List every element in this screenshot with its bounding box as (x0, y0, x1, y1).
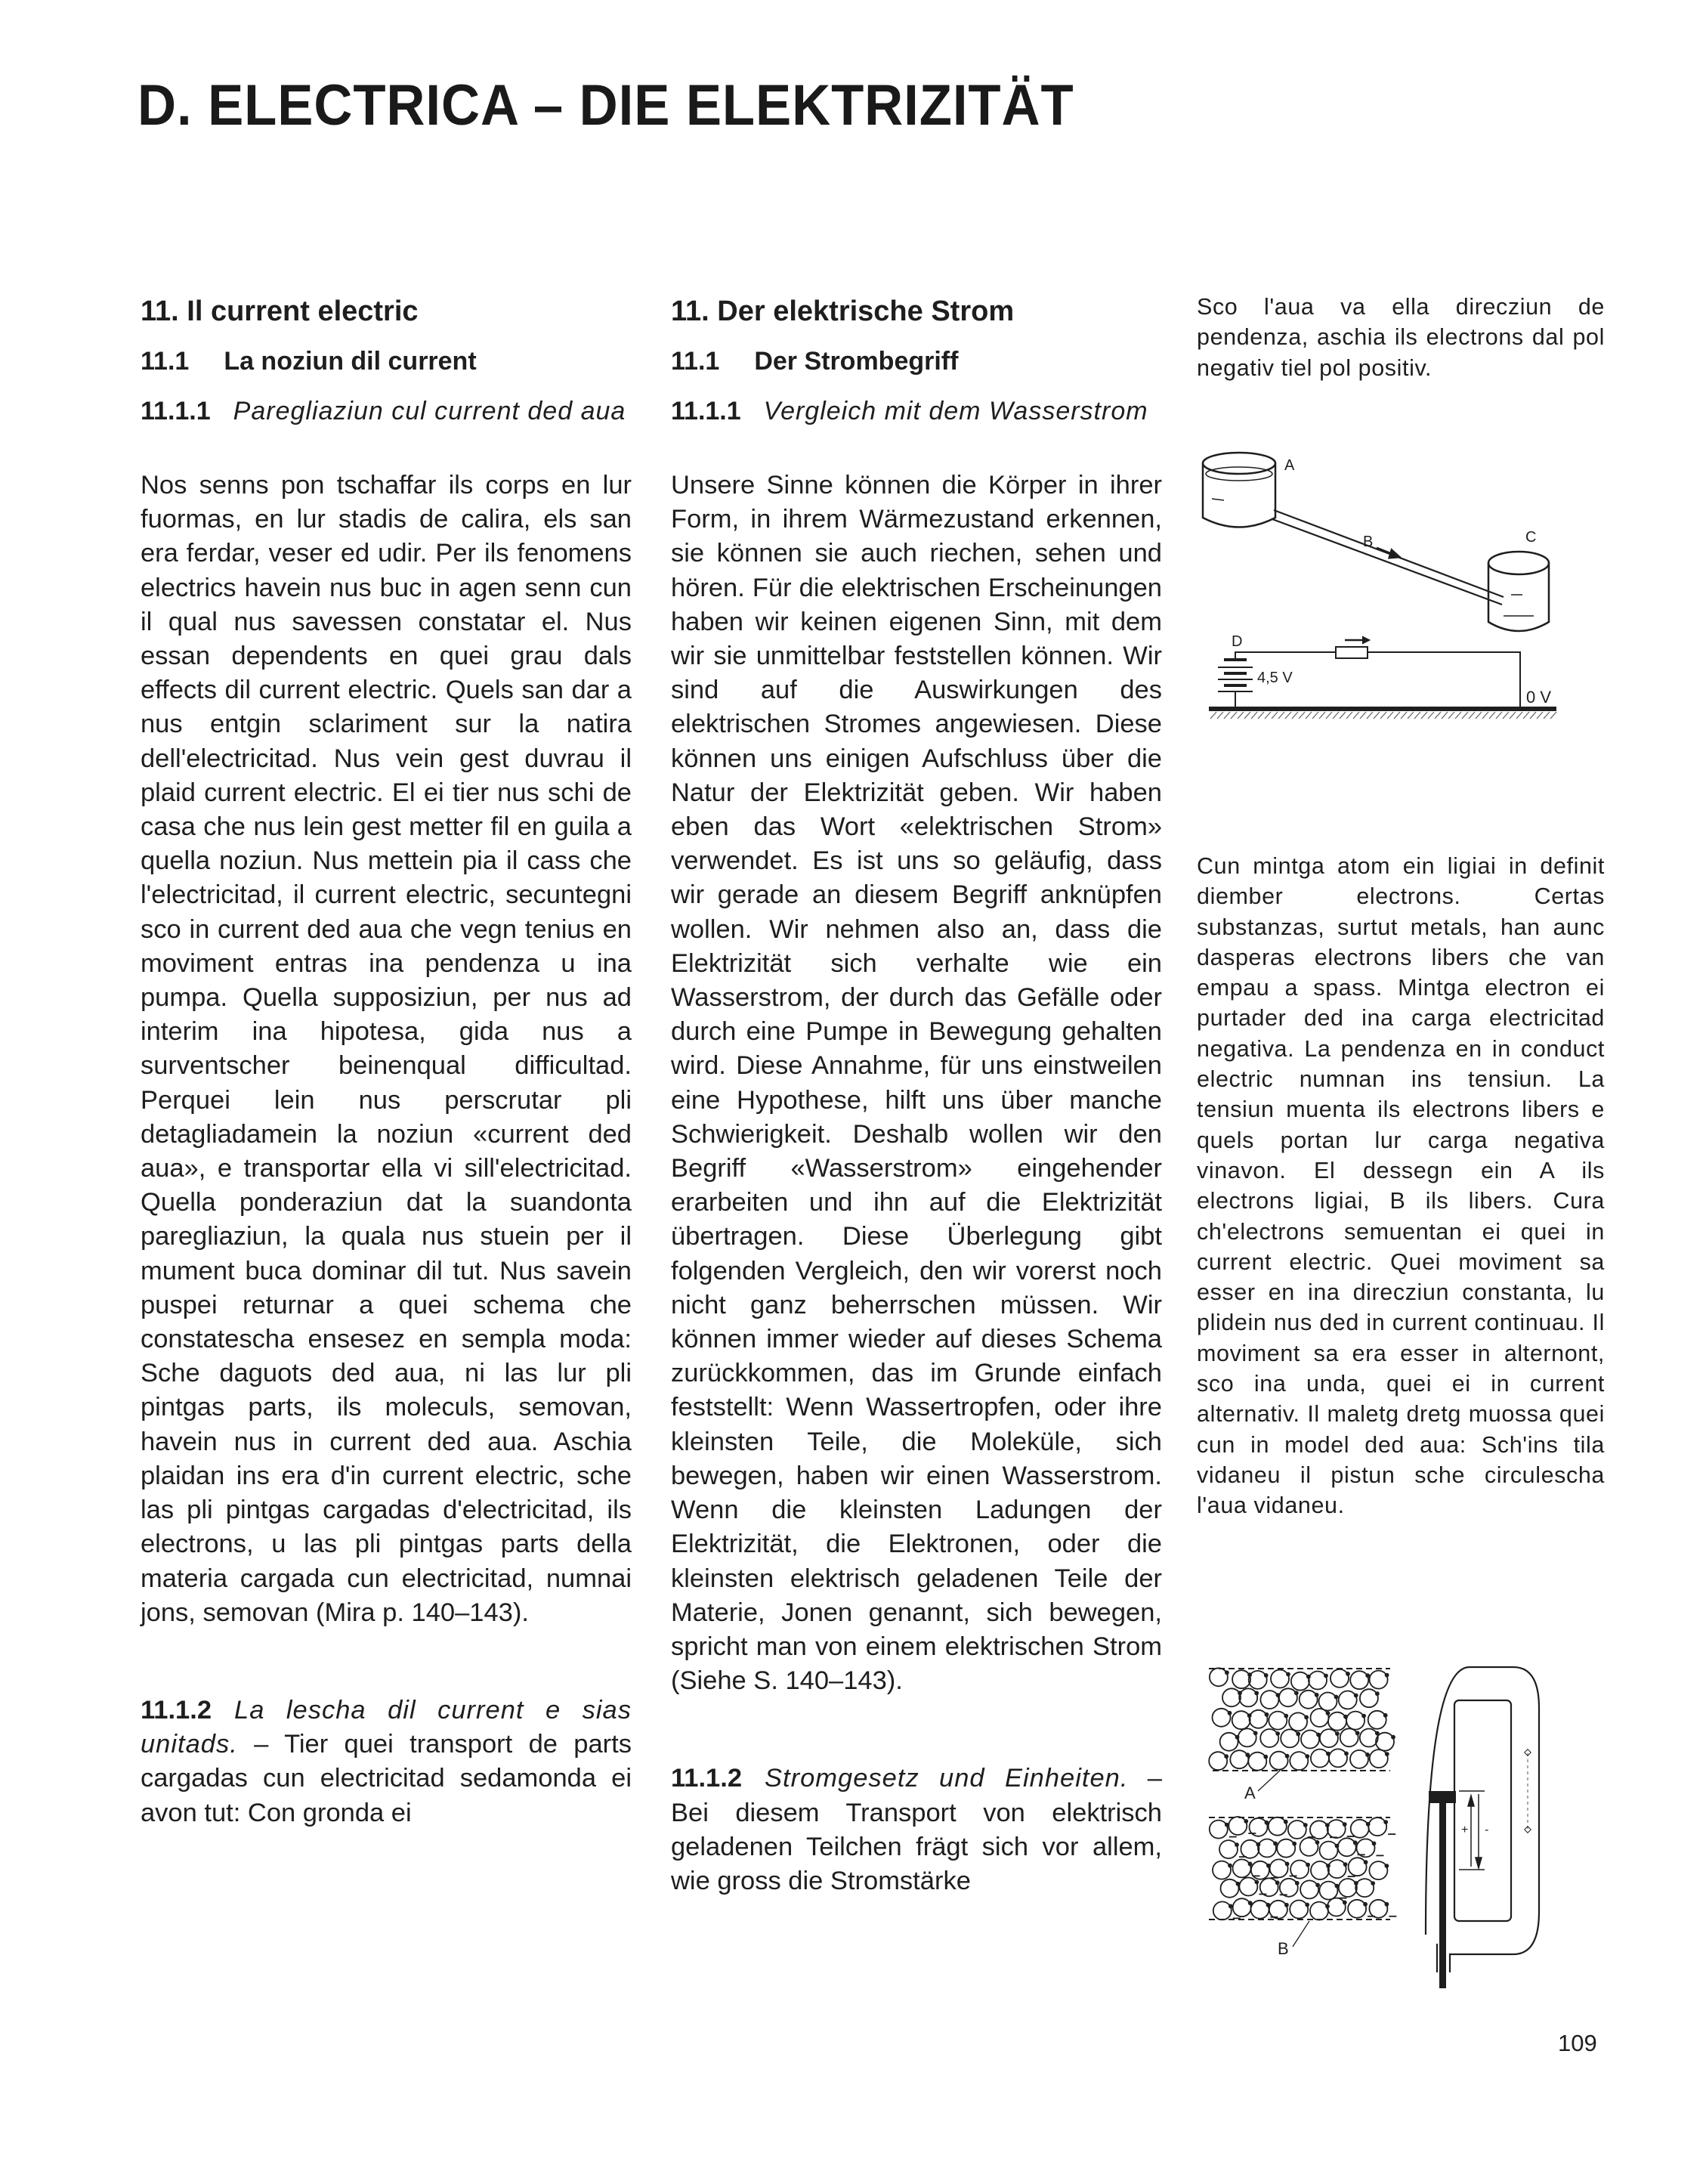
atom-circle (1290, 1752, 1308, 1770)
electron-dot (1229, 1904, 1232, 1907)
atom-circle (1360, 1689, 1378, 1707)
ground-hatch-line (1292, 712, 1298, 719)
atom-circle (1311, 1749, 1329, 1768)
caption-water-analogy: Sco l'aua va ella direcziun de pendenza, aschia ils electrons dal pol negativ tiel pol positiv. (1197, 294, 1605, 381)
ground-icon (1209, 707, 1556, 719)
atom-circle (1229, 1817, 1247, 1835)
ground-hatch-line (1414, 712, 1420, 719)
atom-circle (1249, 1671, 1267, 1689)
romansh-chapter-heading: 11. Il current electric (141, 295, 419, 327)
ground-hatch-line (1251, 712, 1257, 719)
atom-circle (1370, 1671, 1388, 1689)
electron-dot (1362, 1715, 1365, 1718)
atom-circle (1241, 1840, 1259, 1858)
pipe-b (1272, 510, 1504, 605)
electron-dot (1235, 1843, 1238, 1846)
ground-hatch-line (1340, 712, 1346, 719)
atom-circle (1233, 1898, 1251, 1916)
electron-dot (1384, 1821, 1387, 1824)
electron-dot (1249, 1901, 1252, 1904)
subsection-title: Stromgesetz und Einheiten. (765, 1764, 1129, 1793)
electron-dot (1255, 1691, 1258, 1694)
ground-hatch-line (1346, 712, 1352, 719)
atom-circle (1213, 1709, 1231, 1727)
electron-dot (1286, 1862, 1289, 1865)
electron-dot (1254, 1731, 1257, 1734)
romansh-section-heading (141, 345, 632, 378)
electron-dot (1276, 1881, 1279, 1884)
electron-dot (1306, 1864, 1309, 1867)
atom-circle (1209, 1752, 1227, 1770)
ground-hatch-line (1306, 712, 1312, 719)
german-column (671, 293, 1162, 1898)
electron-dot (1296, 1882, 1299, 1885)
ground-hatch-line (1258, 712, 1264, 719)
electron-dot (1306, 1904, 1309, 1907)
atom-circle (1310, 1821, 1328, 1839)
electron-dot (1324, 1675, 1327, 1678)
electron-dot (1392, 1736, 1395, 1739)
atom-circle (1349, 1858, 1367, 1876)
atom-circle (1213, 1861, 1231, 1879)
atom-circle (1289, 1712, 1307, 1731)
ground-hatch-line (1394, 712, 1400, 719)
atom-circle (1271, 1670, 1289, 1688)
atom-circle (1270, 1752, 1288, 1770)
atom-circle (1311, 1861, 1329, 1879)
atom-circle (1248, 1752, 1266, 1771)
electron-dot (1265, 1674, 1268, 1677)
atom-circle (1301, 1731, 1319, 1749)
atom-circle (1369, 1900, 1387, 1918)
electron-dot (1317, 1734, 1320, 1737)
minus-sign: - (1485, 1824, 1489, 1836)
ground-hatch-line (1428, 712, 1434, 719)
lattice-free-electrons (1210, 1817, 1397, 1920)
atom-circle (1319, 1693, 1337, 1711)
ground-hatch-line (1435, 712, 1441, 719)
atom-circle (1369, 1861, 1387, 1879)
atom-circle (1339, 1691, 1357, 1709)
atom-circle (1221, 1879, 1239, 1898)
subsection-title: Paregliaziun cul current ded aua (233, 397, 626, 425)
german-chapter-heading: 11. Der elektrische Strom (671, 295, 1015, 327)
atom-circle (1220, 1733, 1238, 1751)
atom-circle (1239, 1688, 1257, 1706)
electron-dot (1293, 1842, 1296, 1845)
electron-dot (1285, 1904, 1288, 1907)
atom-circle (1320, 1842, 1338, 1860)
electron-dot (1304, 1824, 1307, 1827)
ground-hatch-line (1285, 712, 1291, 719)
electron-dot (1366, 1753, 1369, 1756)
atom-circle (1281, 1729, 1299, 1747)
ground-hatch-line (1537, 712, 1543, 719)
atom-circle (1319, 1882, 1337, 1900)
atom-circle (1330, 1669, 1349, 1687)
german-subsection-2 (671, 1762, 1162, 1898)
subsection-text: – Tier quei transport de parts cargadas cun electricitad sedamonda ei avon tut: Con gronda ei (141, 1730, 632, 1827)
ground-hatch-line (1544, 712, 1550, 719)
atom-circle (1250, 1818, 1268, 1836)
ground-hatch-line (1238, 712, 1244, 719)
atom-circle (1350, 1671, 1368, 1689)
romansh-subsection-2 (141, 1694, 632, 1830)
electron-dot (1266, 1821, 1269, 1824)
electron-dot (1344, 1863, 1347, 1866)
ground-hatch-line (1353, 712, 1359, 719)
atom-circle (1328, 1712, 1346, 1731)
ground-hatch-line (1312, 712, 1318, 719)
atom-circle (1311, 1709, 1329, 1727)
ground-hatch-line (1442, 712, 1448, 719)
atom-circle (1233, 1859, 1251, 1877)
atom-circle (1288, 1821, 1306, 1839)
subsection-number: 11.1.2 (671, 1764, 743, 1793)
atom-circle (1280, 1879, 1298, 1897)
ground-hatch-line (1462, 712, 1468, 719)
electron-dot (1287, 1673, 1290, 1676)
atom-circle (1368, 1711, 1386, 1729)
label-b: B (1363, 534, 1374, 550)
atom-circle (1270, 1859, 1288, 1877)
electron-dot (1225, 1755, 1228, 1758)
section-number: 11.1 (141, 347, 190, 376)
german-body-paragraph: Unsere Sinne können die Körper in ihrer Form, in ihrem Wärmezustand erkennen, sie können sie auch riechen, sehen und hören. Für die elektrischen Erscheinungen haben wir keinen eigenen Sinn, mit dem wir sie unmittelbar feststellen können. Wir sind auf die Auswirkungen des elektrischen Stromes angewiesen. Diese können uns einigen Aufschluss über die Natur der Elektrizität geben. Wir haben eben das Wort «elektrischen Strom» verwendet. Es ist uns so geläufig, dass wir gerade an diesem Begriff anknüpfen wollen. Wir nehmen also an, dass die Elektrizität sich verhalte wie ein Wasserstrom, der durch das Gefälle oder durch eine Pumpe in Bewegung gehalten wird. Diese Annahme, für uns einstweilen eine Hypothese, hilft uns über manche Schwierigkeit. Deshalb wollen wir den Begriff «Wasserstrom» eingehender erarbeiten und ihn auf die Elektrizität übertragen. Diese Überlegung gibt folgenden Vergleich, den wir vorerst noch nicht ganz beherrschen müssen. Wir können immer wieder auf dieses Schema zurückkommen, das im Grunde einfach feststellt: Wenn Wassertropfen, oder ihre kleinsten Teile, die Moleküle, sich bewegen, haben wir einen Wasserstrom. Wenn die kleinsten Ladungen der Elektrizität, die Elektronen, oder die kleinsten elektrisch geladenen Teile der Materie, Jonen genannt, sich bewegen, spricht man von einem elektrischen Strom (Siehe S. 140–143). (671, 471, 1162, 1696)
subsection-text: – Bei diesem Transport von elektrisch geladenen Teilchen frägt sich vor allem, wie gross die Stromstärke (671, 1764, 1162, 1895)
ground-hatch-line (1489, 712, 1495, 719)
atom-circle (1340, 1728, 1358, 1746)
piston-head (1429, 1791, 1456, 1803)
atom-circle (1210, 1821, 1228, 1839)
electron-dot (1284, 1821, 1287, 1824)
electron-dot (1356, 1731, 1359, 1734)
ground-hatch-line (1210, 712, 1216, 719)
romansh-body-paragraph: Nos senns pon tschaffar ils corps en lur fuormas, en lur stadis de calira, els san era ferdar, veser ed udir. Per ils fenomens electrics havein nus buc in agen senn cun il qual nus savessen constatar el. Nus essan dependents en quei grau dals effects dil current electric. Quels san dar a nus entgin sclariment sur la natira dell'electricitad. Nus vein gest duvrau il plaid current electric. El ei tier nus schi de casa che nus lein gest metter fil en guila a quella noziun. Nus mettein pia il cass che l'electricitad, il current electric, secuntegni sco in current ded aua che vegn tenius en moviment entras ina pendenza u ina pumpa. Quella supposiziun, per nus ad interim ina hipotesa, gida nus a surventscher beinenqual difficultad. Perquei lein nus perscrutar pli detagliadamein la noziun «current ded aua», e transportar ella vi sill'electricitad. Quella ponderaziun dat la suandonta paregliaziun, la quala nus stuein per il mument buca dominar dil tut. Nus savein puspei returnar a quei schema che constatescha ensesez en sempla moda: Sche daguots ded aua, ni las lur pli pintgas parts, ils moleculs, semovan, havein nus in current ded aua. Aschia plaidan ins era d'in current electric, sche las pli pintgas cargadas d'electricitad, ils electrons, u las pli pintgas parts della materia cargada cun electricitad, numnai jons, semovan (Mira p. 140–143). (141, 471, 632, 1627)
electron-dot (1364, 1903, 1367, 1906)
atom-circle (1309, 1672, 1327, 1690)
electron-dot (1364, 1861, 1368, 1864)
ground-hatch-line (1224, 712, 1230, 719)
electron-dot (1384, 1714, 1387, 1717)
electron-dot (1305, 1715, 1308, 1718)
ground-voltage-label: 0 V (1526, 688, 1552, 707)
atom-circle (1239, 1878, 1257, 1896)
subsection-title: La lescha dil current e sias unitads. (141, 1695, 632, 1759)
atom-circle (1269, 1817, 1287, 1836)
subsection-number: 11.1.1 (141, 397, 211, 425)
piston-rod (1439, 1803, 1446, 1988)
electron-dot (1229, 1712, 1232, 1715)
ground-hatch-line (1530, 712, 1536, 719)
label-a: A (1244, 1783, 1256, 1802)
atom-circle (1329, 1749, 1347, 1767)
electron-dot (1296, 1732, 1300, 1735)
electron-dot (1354, 1841, 1357, 1844)
label-c: C (1525, 529, 1537, 546)
atom-circle (1300, 1880, 1318, 1898)
atom-circle (1339, 1879, 1357, 1897)
atom-circle (1258, 1839, 1276, 1858)
page-title: D. ELECTRICA – DIE ELEKTRIZITÄT (138, 73, 1074, 138)
ground-hatch-line (1326, 712, 1332, 719)
atom-circle (1328, 1860, 1346, 1878)
atom-circle (1251, 1861, 1269, 1879)
atom-circle (1290, 1901, 1308, 1919)
electron-dot (1246, 1753, 1249, 1756)
romansh-subsection-heading (141, 393, 632, 429)
ground-hatch-line (1387, 712, 1393, 719)
electron-dot (1386, 1752, 1389, 1756)
electron-dot (1286, 1755, 1289, 1758)
electron-dot (1366, 1674, 1369, 1677)
figure-water-tanks-circuit (1201, 435, 1624, 737)
electron-dot (1316, 1841, 1319, 1844)
ground-hatch-line (1231, 712, 1237, 719)
atom-circle (1360, 1729, 1378, 1747)
electron-dot (1376, 1692, 1379, 1695)
atom-circle (1232, 1670, 1250, 1688)
electron-dot (1264, 1756, 1267, 1759)
atom-circle (1238, 1728, 1256, 1746)
electron-dot (1386, 1674, 1389, 1677)
atom-circle (1260, 1691, 1278, 1709)
atom-circle (1300, 1691, 1318, 1709)
ground-hatch-line (1408, 712, 1414, 719)
plus-sign: + (1461, 1824, 1469, 1836)
electron-dot (1355, 1694, 1358, 1697)
ground-hatch-line (1272, 712, 1278, 719)
atom-circle (1277, 1839, 1295, 1858)
atom-circle (1355, 1879, 1374, 1897)
electron-dot (1274, 1842, 1277, 1845)
ground-hatch-line (1448, 712, 1454, 719)
atom-circle (1219, 1840, 1238, 1858)
electron-dot (1225, 1671, 1229, 1674)
ground-hatch-line (1510, 712, 1516, 719)
atom-circle (1327, 1898, 1346, 1916)
atom-circle (1279, 1688, 1297, 1706)
atom-circle (1291, 1672, 1309, 1691)
electron-dot (1343, 1901, 1346, 1904)
atom-circle (1338, 1838, 1356, 1856)
ground-hatch-line (1496, 712, 1502, 719)
section-title: La noziun dil current (224, 347, 477, 376)
electron-dot (1335, 1696, 1338, 1699)
atom-circle (1210, 1668, 1228, 1686)
electron-dot (1244, 1820, 1247, 1823)
section-title: Der Strombegriff (754, 347, 959, 376)
lattice-bound-electrons (1209, 1668, 1395, 1770)
atom-circle (1230, 1750, 1248, 1768)
atom-circle (1260, 1878, 1278, 1896)
figure-electron-lattice-piston (1198, 1647, 1666, 2025)
electron-dot (1345, 1752, 1348, 1755)
german-subsection-heading (671, 393, 1162, 429)
atom-circle (1213, 1901, 1232, 1920)
atom-circle (1368, 1817, 1386, 1836)
romansh-column (141, 293, 632, 1830)
atom-circle (1222, 1688, 1241, 1706)
atom-circle (1250, 1710, 1268, 1728)
ground-hatch-line (1278, 712, 1284, 719)
electron-dot (1327, 1712, 1330, 1715)
ground-hatch-line (1516, 712, 1522, 719)
ground-hatch-line (1299, 712, 1305, 719)
electron-dot (1255, 1881, 1258, 1884)
ground-hatch-line (1523, 712, 1529, 719)
ground-hatch-line (1482, 712, 1488, 719)
electron-dot (1371, 1882, 1374, 1885)
atom-circle (1327, 1820, 1346, 1838)
atom-circle (1357, 1839, 1375, 1857)
ground-hatch-line (1421, 712, 1427, 719)
atom-circle (1300, 1838, 1318, 1856)
ground-hatch-line (1380, 712, 1386, 719)
section-number: 11.1 (671, 347, 720, 376)
ground-hatch-line (1333, 712, 1339, 719)
atom-circle (1290, 1861, 1309, 1879)
electron-dot (1284, 1715, 1287, 1718)
atom-circle (1232, 1711, 1250, 1729)
caption-electrons: Cun mintga atom ein ligiai in definit diember electrons. Certas substanzas, surtut metals, han aunc dasperas electrons libers che van empau a spass. Mintga electron ei purtader ded ina carga electricitad negativa. La pendenza en in conduct electric numnan ins tensiun. La tensiun muenta ils electrons libers e quels portan lur carga negativa vinavon. El dessegn ein A ils electrons ligiai, B ils libers. Cura ch'electrons semuentan ei quei in current electric. Quei moviment sa esser en ina direcziun constanta, lu plidein nus ded in current continuau. Il moviment sa era esser in alternont, sco ina unda, quei ei in current alternativ. Il maletg dretg muossa quei cun in model ded aua: Sch'ins tila vidaneu il pistun sche circulescha l'aua vidaneu. (1197, 853, 1605, 1519)
ground-hatch-line (1244, 712, 1250, 719)
atom-circle (1310, 1902, 1328, 1920)
electron-dot (1336, 1732, 1339, 1735)
atom-circle (1269, 1712, 1287, 1730)
electron-dot (1315, 1694, 1318, 1697)
atom-circle (1251, 1901, 1269, 1919)
label-b: B (1278, 1939, 1289, 1958)
atom-circle (1348, 1900, 1366, 1918)
electron-dot (1335, 1885, 1338, 1888)
electron-dot (1385, 1903, 1388, 1906)
ground-hatch-line (1401, 712, 1407, 719)
atom-circle (1346, 1712, 1364, 1730)
ground-hatch-line (1469, 712, 1475, 719)
ground-hatch-line (1360, 712, 1366, 719)
german-section-heading (671, 345, 1162, 378)
tank-a (1203, 453, 1275, 527)
electron-dot (1373, 1842, 1376, 1845)
ground-hatch-line (1476, 712, 1482, 719)
atom-circle (1320, 1729, 1338, 1747)
ground-hatch-line (1455, 712, 1461, 719)
label-d: D (1232, 633, 1243, 650)
subsection-number: 11.1.2 (141, 1695, 212, 1725)
electron-dot (1346, 1672, 1349, 1675)
subsection-title: Vergleich mit dem Wasserstrom (763, 397, 1148, 425)
atom-circle (1260, 1729, 1278, 1747)
electron-dot (1249, 1862, 1252, 1865)
ground-hatch-line (1374, 712, 1380, 719)
electron-dot (1276, 1732, 1279, 1735)
ground-hatch-line (1550, 712, 1556, 719)
electron-dot (1225, 1824, 1229, 1827)
tank-c (1488, 552, 1549, 631)
electron-dot (1343, 1823, 1346, 1826)
atom-circle (1350, 1750, 1368, 1768)
electron-dot (1266, 1713, 1269, 1716)
atom-circle (1376, 1733, 1394, 1751)
battery-icon (1218, 660, 1253, 707)
label-a: A (1284, 457, 1295, 474)
ground-hatch-line (1319, 712, 1325, 719)
electron-dot (1306, 1755, 1309, 1758)
ground-hatch-line (1367, 712, 1373, 719)
ground-hatch-line (1217, 712, 1223, 719)
flow-arrow (1377, 548, 1399, 558)
atom-circle (1351, 1820, 1369, 1838)
atom-circle (1370, 1749, 1388, 1768)
electron-dot (1376, 1732, 1379, 1735)
subsection-number: 11.1.1 (671, 397, 741, 425)
electron-dot (1295, 1691, 1298, 1694)
ground-hatch-line (1265, 712, 1271, 719)
battery-voltage-label: 4,5 V (1257, 670, 1293, 686)
electron-dot (1229, 1864, 1232, 1867)
atom-circle (1269, 1901, 1287, 1919)
ground-hatch-line (1503, 712, 1509, 719)
electron-dot (1385, 1864, 1388, 1867)
page-number: 109 (1558, 2030, 1597, 2056)
electron-dot (1316, 1883, 1319, 1886)
